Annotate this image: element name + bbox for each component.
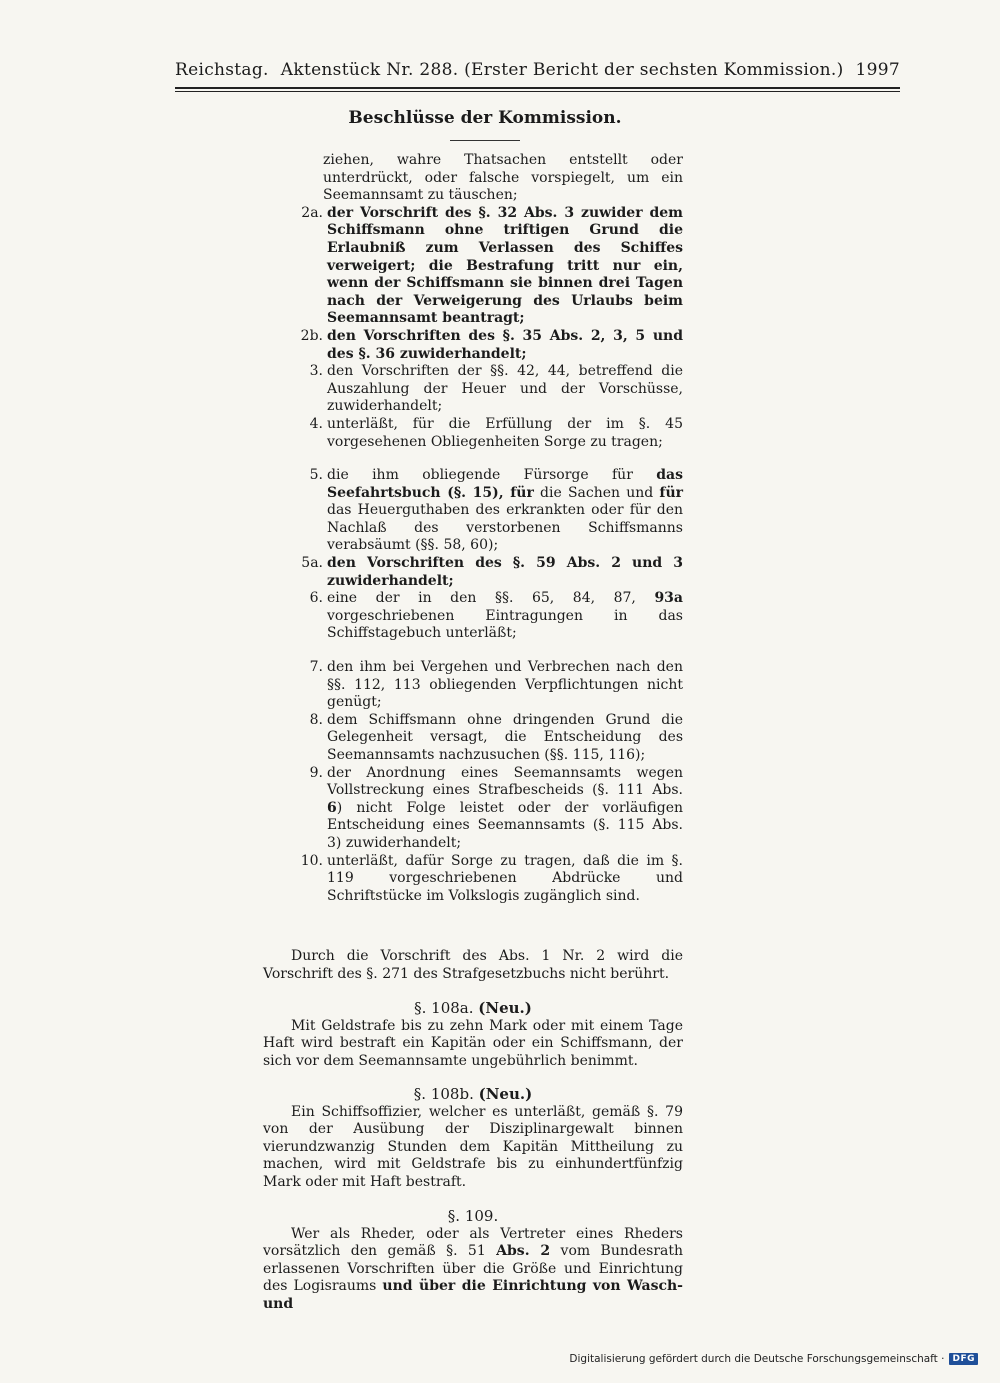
item-number: 2b. <box>300 327 323 344</box>
intro-text: ziehen, wahre Thatsachen entstellt oder unterdrückt, oder falsche vorspiegelt, um ein Seemannsamt zu täuschen; <box>323 152 683 204</box>
item-text: den Vorschriften der §§. 42, 44, betreffend die Auszahlung der Heuer und der Vorschüsse, zuwiderhandelt; <box>327 363 683 415</box>
header-rule <box>175 87 900 89</box>
list-item <box>283 416 683 451</box>
list-item <box>283 205 683 328</box>
item-text: der Anordnung eines Seemannsamts wegen Vollstreckung eines Strafbescheids (§. 111 Abs. 6) nicht Folge leistet oder der vorläufigen Entscheidung eines Seemannsamts (§. 115 Abs. 3) zuwiderhandelt; <box>327 764 683 851</box>
list-item <box>283 555 683 590</box>
header-left: Reichstag. <box>175 60 269 80</box>
section-109 <box>263 1208 683 1314</box>
list-item <box>283 853 683 906</box>
item-text: unterläßt, dafür Sorge zu tragen, daß die im §. 119 vorgeschriebenen Abdrücke und Schriftstücke im Volkslogis zugänglich sind. <box>327 852 683 904</box>
title-divider <box>450 140 520 141</box>
digitization-footer <box>569 1353 978 1365</box>
list-item <box>283 659 683 712</box>
section-text: Mit Geldstrafe bis zu zehn Mark oder mit einem Tage Haft wird bestraft ein Kapitän oder ein Schiffsmann, der sich vor dem Seemannsamte ungebührlich benimmt. <box>263 1017 683 1069</box>
running-header <box>175 60 900 86</box>
section-108b <box>263 1086 683 1192</box>
section-heading: §. 108b. (Neu.) <box>413 1085 533 1103</box>
list-item <box>283 363 683 416</box>
item-number: 5. <box>309 467 323 484</box>
list-item <box>283 712 683 765</box>
item-text: den ihm bei Vergehen und Verbrechen nach den §§. 112, 113 obliegenden Verpflichtungen nicht genügt; <box>327 659 683 711</box>
list-item <box>283 467 683 555</box>
item-number: 6. <box>309 590 323 607</box>
column-title: Beschlüsse der Kommission. <box>348 108 622 128</box>
footer-text: Digitalisierung gefördert durch die Deutsche Forschungsgemeinschaft · <box>569 1353 945 1365</box>
item-number: 2a. <box>301 204 323 221</box>
item-text: unterläßt, für die Erfüllung der im §. 45 vorgesehenen Obliegenheiten Sorge zu tragen; <box>327 415 683 450</box>
item-number: 9. <box>309 764 323 781</box>
section-text: Ein Schiffsoffizier, welcher es unterläßt, gemäß §. 79 von der Ausübung der Disziplinargewalt binnen vierundzwanzig Stunden dem Kapitän Mittheilung zu machen, wird mit Geldstrafe bis zu einhundertfünfzig Mark oder mit Haft bestraft. <box>263 1103 683 1190</box>
item-text: die ihm obliegende Fürsorge für das Seefahrtsbuch (§. 15), für die Sachen und für das Heuerguthaben des erkrankten oder für den Nachlaß des verstorbenen Schiffsmanns verabsäumt (§§. 58, 60); <box>327 467 683 554</box>
list-item <box>283 765 683 853</box>
section-108a <box>263 1000 683 1070</box>
header-rule-thin <box>175 91 900 92</box>
section-heading: §. 109. <box>447 1207 499 1225</box>
paragraph-text: Durch die Vorschrift des Abs. 1 Nr. 2 wird die Vorschrift des §. 271 des Strafgesetzbuchs nicht berührt. <box>263 948 683 982</box>
section-text: Wer als Rheder, oder als Vertreter eines Rheders vorsätzlich den gemäß §. 51 Abs. 2 vom Bundesrath erlassenen Vorschriften über die Größe und Einrichtung des Logisraums und über die Einrichtung von Wasch- und <box>263 1225 683 1312</box>
list-item <box>283 590 683 643</box>
item-text: eine der in den §§. 65, 84, 87, 93a vorgeschriebenen Eintragungen in das Schiffstagebuch unterläßt; <box>327 590 683 642</box>
list-item <box>283 328 683 363</box>
dfg-logo: DFG <box>949 1353 978 1365</box>
item-number: 4. <box>309 415 323 432</box>
item-number: 3. <box>309 363 323 380</box>
item-text: den Vorschriften des §. 59 Abs. 2 und 3 zuwiderhandelt; <box>327 555 683 589</box>
item-number: 7. <box>309 659 323 676</box>
header-title: Aktenstück Nr. 288. (Erster Bericht der sechsten Kommission.) <box>280 60 844 80</box>
item-number: 8. <box>309 711 323 728</box>
paragraph-abs1 <box>263 948 683 983</box>
item-number: 5a. <box>301 555 323 572</box>
item-text: der Vorschrift des §. 32 Abs. 3 zuwider dem Schiffsmann ohne triftigen Grund die Erlaubniß zum Verlassen des Schiffes verweigert; die Bestrafung tritt nur ein, wenn der Schiffsmann sie binnen drei Tagen nach der Verweigerung des Urlaubs beim Seemannsamt beantragt; <box>327 204 683 327</box>
item-text: den Vorschriften des §. 35 Abs. 2, 3, 5 und des §. 36 zuwiderhandelt; <box>327 327 683 362</box>
item-number: 10. <box>300 852 323 869</box>
item-text: dem Schiffsmann ohne dringenden Grund die Gelegenheit versagt, die Entscheidung des Seemannsamts nachzusuchen (§§. 115, 116); <box>327 711 683 763</box>
resolutions-column <box>283 152 683 905</box>
section-heading: §. 108a. (Neu.) <box>414 999 532 1017</box>
page-number: 1997 <box>855 60 900 80</box>
